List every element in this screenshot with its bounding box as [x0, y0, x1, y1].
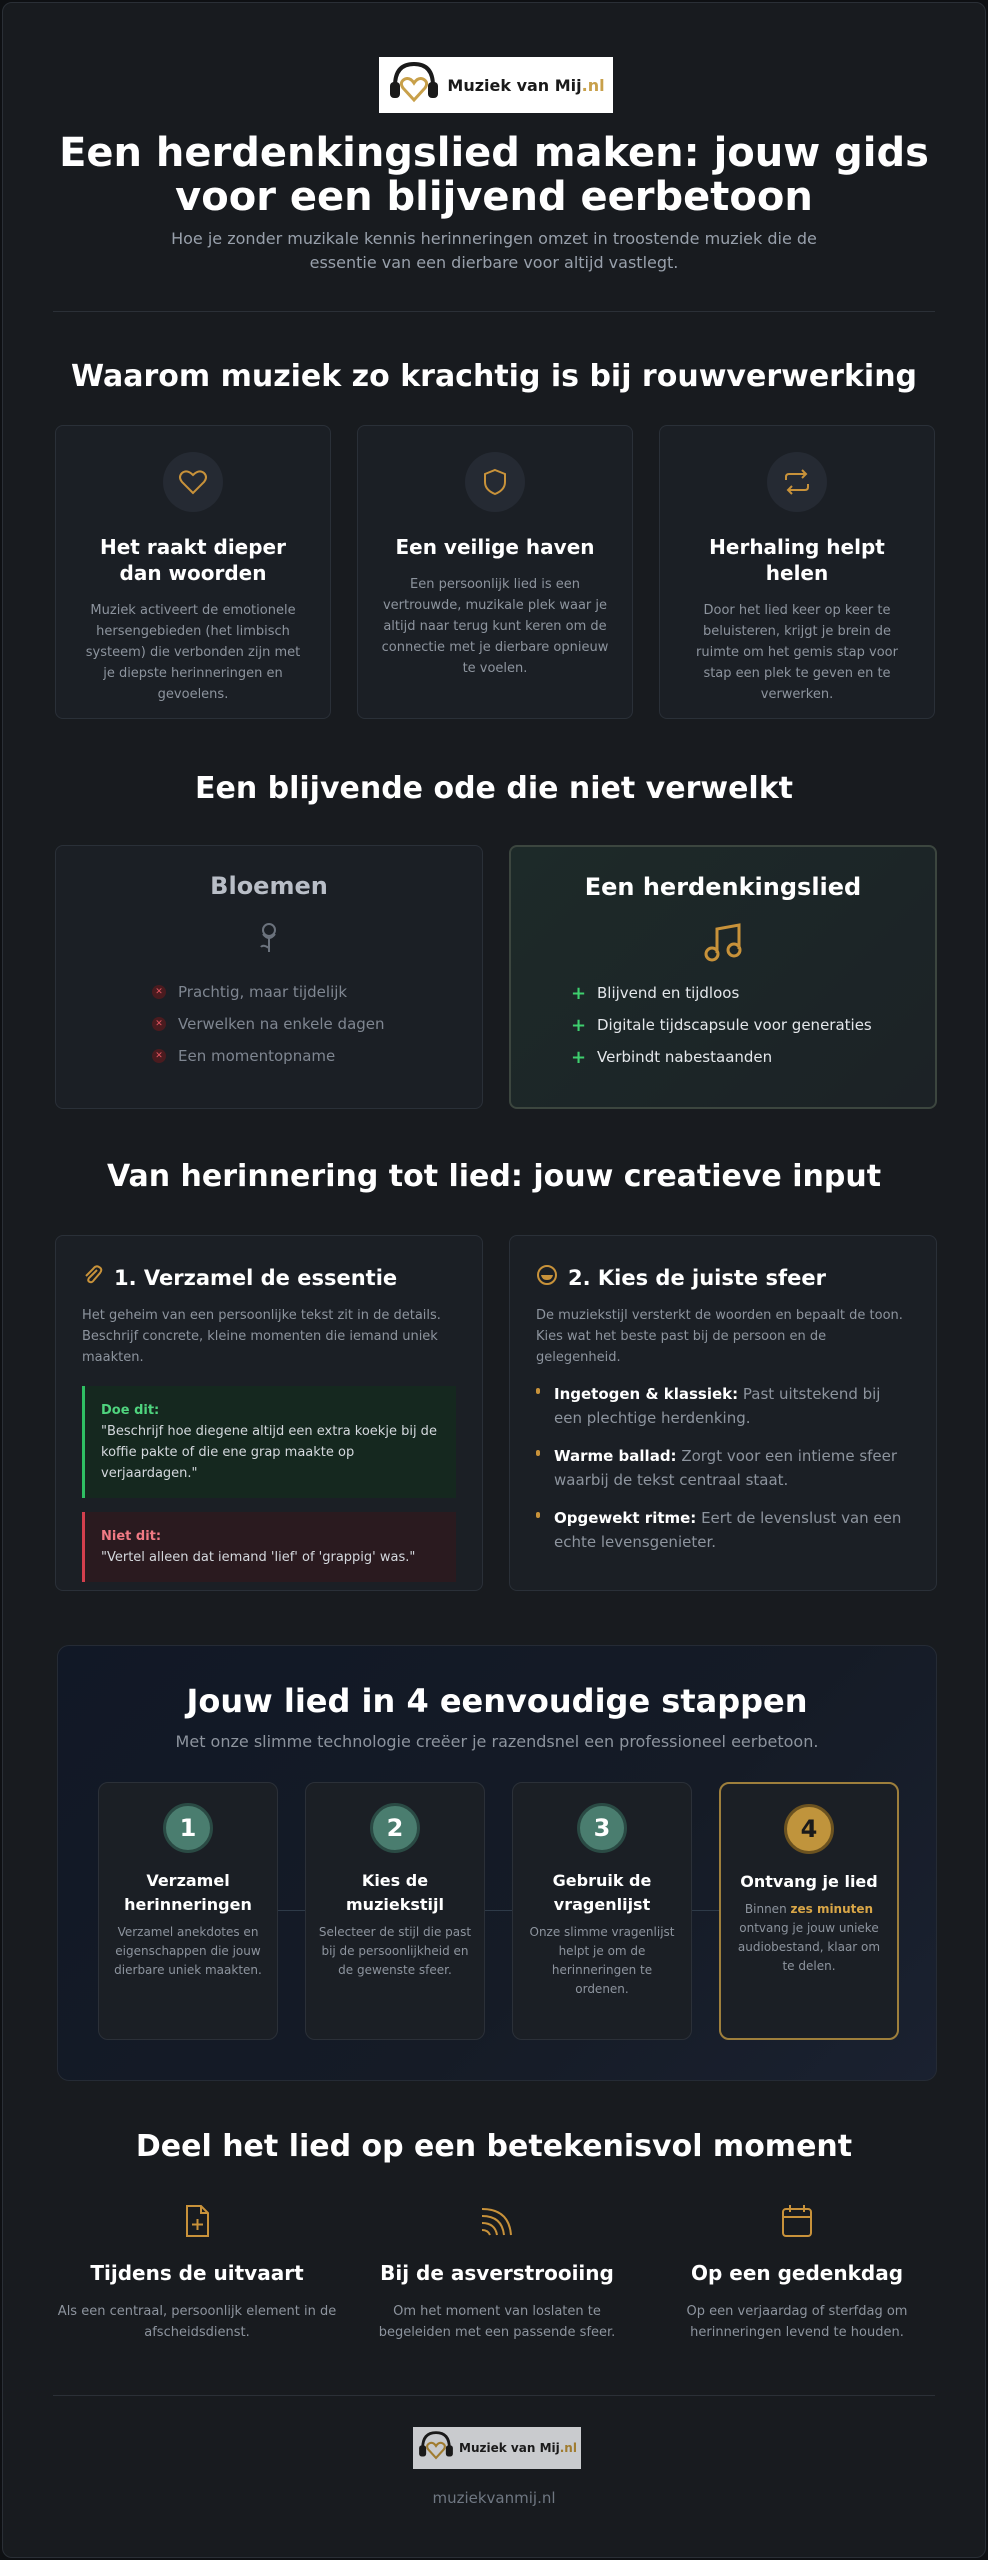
footer-url-link[interactable]: muziekvanmij.nl: [432, 2489, 556, 2507]
do-label: Doe dit:: [101, 1403, 160, 1418]
header-logo[interactable]: [379, 57, 613, 113]
why-section-title: Waarom muziek zo krachtig is bij rouwverwerking: [70, 359, 918, 394]
wind-icon: [357, 2203, 637, 2243]
flowers-title: Bloemen: [210, 872, 328, 900]
why-card-text: Door het lied keer op keer te beluisteren, krijgt je brein de ruimte om het gemis stap voor stap een plek te geven en te verwerken.: [696, 603, 898, 702]
x-icon: ✕: [152, 1049, 166, 1063]
step-card-1: [98, 1782, 278, 2040]
compare-section-title: Een blijvende ode die niet verwelkt: [194, 771, 794, 806]
list-item: Warme ballad: Zorgt voor een intieme sfeer waarbij de tekst centraal staat.: [536, 1444, 910, 1492]
flowers-card: [55, 845, 483, 1109]
steps-panel: [57, 1645, 937, 2081]
steps-subtitle: Met onze slimme technologie creëer je razendsnel een professioneel eerbetoon.: [175, 1732, 819, 1751]
plus-icon: +: [571, 1014, 587, 1036]
list-item: ✕ Prachtig, maar tijdelijk: [152, 976, 482, 1008]
steps-title: Jouw lied in 4 eenvoudige stappen: [186, 1682, 808, 1720]
step-number: 2: [370, 1803, 420, 1853]
logo-heart-headphones-icon: [387, 58, 441, 112]
step-text: Onze slimme vragenlijst helpt je om de herinneringen te ordenen.: [529, 1925, 675, 1996]
list-item: ✕ Verwelken na enkele dagen: [152, 1008, 482, 1040]
why-card-title: Het raakt dieper dan woorden: [100, 535, 286, 585]
divider: [53, 311, 935, 312]
do-example-box: [82, 1386, 456, 1498]
why-card-repetition: [659, 425, 935, 719]
do-text: "Beschrijf hoe diegene altijd een extra koekje bij de koffie pakte of die ene grap maakte op verjaardagen.": [101, 1424, 437, 1481]
share-item-text: Als een centraal, persoonlijk element in de afscheidsdienst.: [57, 2304, 337, 2340]
dont-text: "Vertel alleen dat iemand 'lief' of 'grappig' was.": [101, 1550, 416, 1565]
song-title: Een herdenkingslied: [584, 873, 862, 901]
list-item: ✕ Een momentopname: [152, 1040, 482, 1072]
divider: [53, 2395, 935, 2396]
step-number: 3: [577, 1803, 627, 1853]
share-item-title: Op een gedenkdag: [690, 2261, 904, 2285]
essence-intro: Het geheim van een persoonlijke tekst zit in de details. Beschrijf concrete, kleine momenten die iemand uniek maakten.: [82, 1308, 441, 1365]
why-card-title: Een veilige haven: [395, 535, 595, 559]
step-card-4: [719, 1782, 899, 2040]
repeat-icon: [767, 452, 827, 512]
share-item-title: Tijdens de uitvaart: [90, 2261, 304, 2285]
logo-heart-headphones-icon: [417, 2428, 455, 2468]
share-item-memorial-day: [657, 2203, 937, 2343]
shield-icon: [465, 452, 525, 512]
step-title: Gebruik de vragenlijst: [552, 1871, 652, 1914]
step-title: Kies de muziekstijl: [346, 1871, 444, 1914]
plus-icon: +: [571, 982, 587, 1004]
page-subtitle: Hoe je zonder muzikale kennis herinneringen omzet in troostende muziek die de essentie van een dierbare voor altijd vastlegt.: [171, 229, 817, 272]
file-plus-icon: [57, 2203, 337, 2243]
share-section-title: Deel het lied op een betekenisvol moment: [135, 2129, 853, 2164]
step-card-2: [305, 1782, 485, 2040]
x-icon: ✕: [152, 1017, 166, 1031]
list-item: Ingetogen & klassiek: Past uitstekend bij een plechtige herdenking.: [536, 1382, 910, 1430]
heart-icon: [163, 452, 223, 512]
essence-title: 1. Verzamel de essentie: [82, 1264, 456, 1291]
share-item-text: Op een verjaardag of sterfdag om herinneringen levend te houden.: [686, 2304, 908, 2340]
step-number: 4: [784, 1804, 834, 1854]
page-title: Een herdenkingslied maken: jouw gids voor een blijvend eerbetoon: [59, 130, 929, 220]
share-item-scattering: [357, 2203, 637, 2343]
logo-wordmark: Muziek van Mij.nl: [459, 2441, 577, 2455]
x-icon: ✕: [152, 985, 166, 999]
mood-card: [509, 1235, 937, 1591]
step-text: Binnen zes minuten ontvang je jouw unieke audiobestand, klaar om te delen.: [737, 1902, 881, 1973]
step-number: 1: [163, 1803, 213, 1853]
paperclip-icon: [82, 1264, 104, 1291]
why-card-deeper: [55, 425, 331, 719]
step-text: Selecteer de stijl die past bij de persoonlijkheid en de gewenste sfeer.: [318, 1925, 472, 1977]
song-card: [509, 845, 937, 1109]
logo-wordmark: Muziek van Mij.nl: [447, 75, 605, 95]
why-card-text: Een persoonlijk lied is een vertrouwde, muzikale plek waar je altijd naar terug kunt keren om de connectie met je dierbare opnieuw te voelen.: [381, 577, 609, 676]
step-title: Ontvang je lied: [740, 1872, 878, 1891]
list-item: + Verbindt nabestaanden: [571, 1046, 773, 1068]
footer-logo[interactable]: [413, 2427, 581, 2469]
music-note-icon: [511, 919, 935, 967]
mood-list: [536, 1382, 910, 1554]
why-card-text: Muziek activeert de emotionele hersengebieden (het limbisch systeem) die verbonden zijn met je diepste herinneringen en gevoelens.: [85, 603, 301, 702]
mood-icon: [536, 1264, 558, 1291]
list-item: + Blijvend en tijdloos: [571, 982, 740, 1004]
share-item-funeral: [57, 2203, 337, 2343]
flowers-list: [152, 976, 482, 1072]
dont-example-box: [82, 1512, 456, 1582]
step-text: Verzamel anekdotes en eigenschappen die jouw dierbare uniek maakten.: [114, 1925, 262, 1977]
list-item: + Digitale tijdscapsule voor generaties: [571, 1014, 872, 1036]
list-item: Opgewekt ritme: Eert de levenslust van een echte levensgenieter.: [536, 1506, 910, 1554]
why-card-title: Herhaling helpt helen: [709, 535, 885, 585]
step-card-3: [512, 1782, 692, 2040]
plus-icon: +: [571, 1046, 587, 1068]
share-item-title: Bij de asverstrooiing: [380, 2261, 614, 2285]
share-item-text: Om het moment van loslaten te begeleiden met een passende sfeer.: [378, 2304, 616, 2340]
why-card-haven: [357, 425, 633, 719]
song-list: [571, 977, 935, 1073]
input-section-title: Van herinnering tot lied: jouw creatieve input: [106, 1159, 882, 1194]
mood-title: 2. Kies de juiste sfeer: [536, 1264, 910, 1291]
calendar-icon: [657, 2203, 937, 2243]
mood-intro: De muziekstijl versterkt de woorden en bepaalt de toon. Kies wat het beste past bij de persoon en de gelegenheid.: [536, 1308, 903, 1365]
flower-icon: [56, 920, 482, 958]
step-title: Verzamel herinneringen: [124, 1871, 252, 1914]
essence-card: [55, 1235, 483, 1591]
dont-label: Niet dit:: [101, 1529, 162, 1544]
page: [2, 2, 986, 2558]
